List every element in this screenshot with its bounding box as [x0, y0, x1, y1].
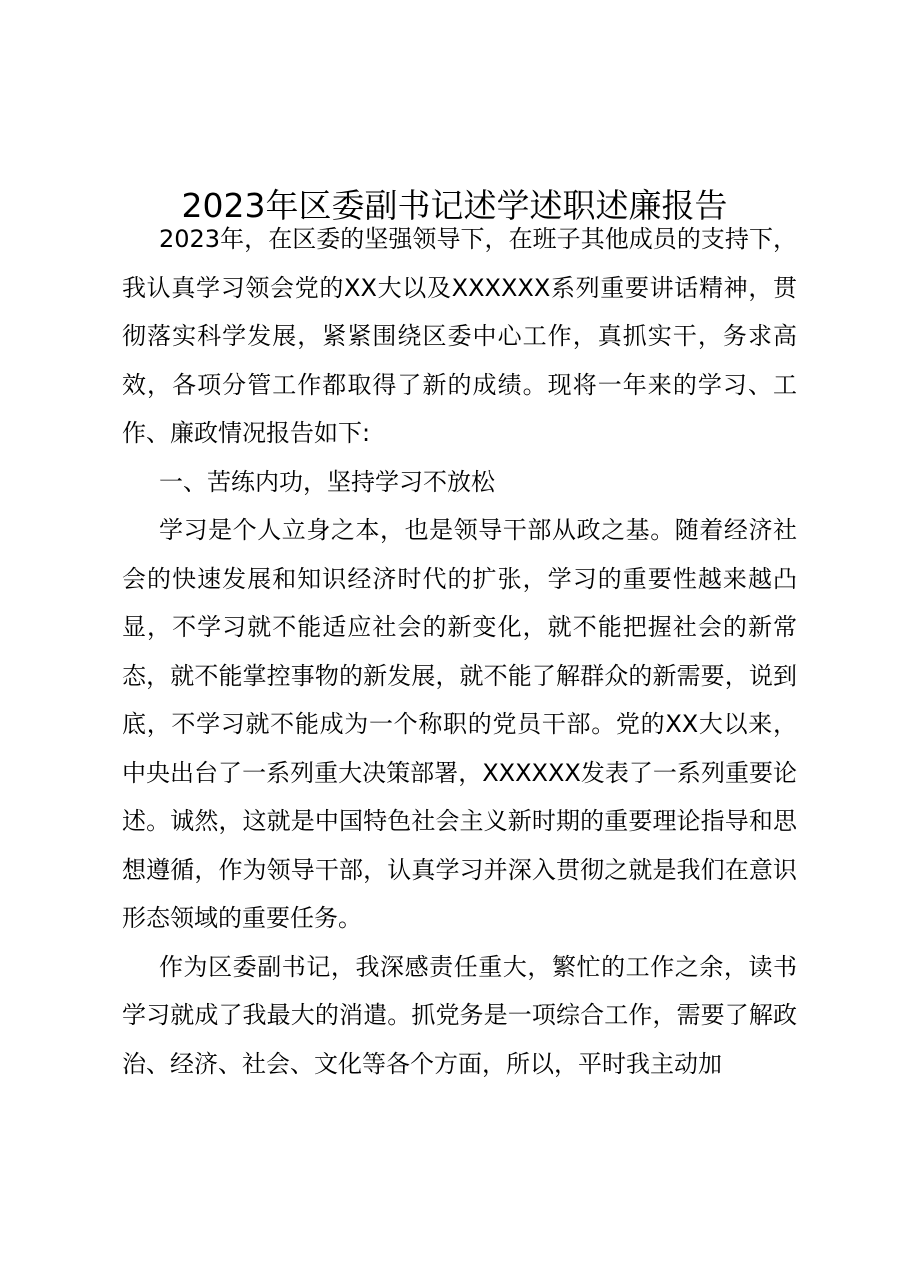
document-body: [122, 215, 797, 1088]
document-title: 2023年区委副书记述学述职述廉报告: [181, 186, 728, 226]
paragraph-intro: 2023年，在区委的坚强领导下，在班子其他成员的支持下，我认真学习领会党的XX大以及XXXXXX系列重要讲话精神，贯彻落实科学发展，紧紧围绕区委中心工作，真抓实干，务求高效，各项分管工作都取得了新的成绩。现将一年来的学习、工作、廉政情况报告如下:: [122, 225, 797, 447]
paragraph-deputy-secretary: 作为区委副书记，我深感责任重大，繁忙的工作之余，读书学习就成了我最大的消遣。抓党务是一项综合工作，需要了解政治、经济、社会、文化等各个方面，所以，平时我主动加: [122, 952, 797, 1078]
paragraph-study-importance: 学习是个人立身之本，也是领导干部从政之基。随着经济社会的快速发展和知识经济时代的扩张，学习的重要性越来越凸显，不学习就不能适应社会的新变化，就不能把握社会的新常态，就不能掌控事物的新发展，就不能了解群众的新需要，说到底，不学习就不能成为一个称职的党员干部。党的XX大以来，中央出台了一系列重大决策部署，XXXXXX发表了一系列重要论述。诚然，这就是中国特色社会主义新时期的重要理论指导和思想遵循，作为领导干部，认真学习并深入贯彻之就是我们在意识形态领域的重要任务。: [122, 516, 797, 932]
section-heading-1: 一、苦练内功，坚持学习不放松: [159, 467, 495, 496]
